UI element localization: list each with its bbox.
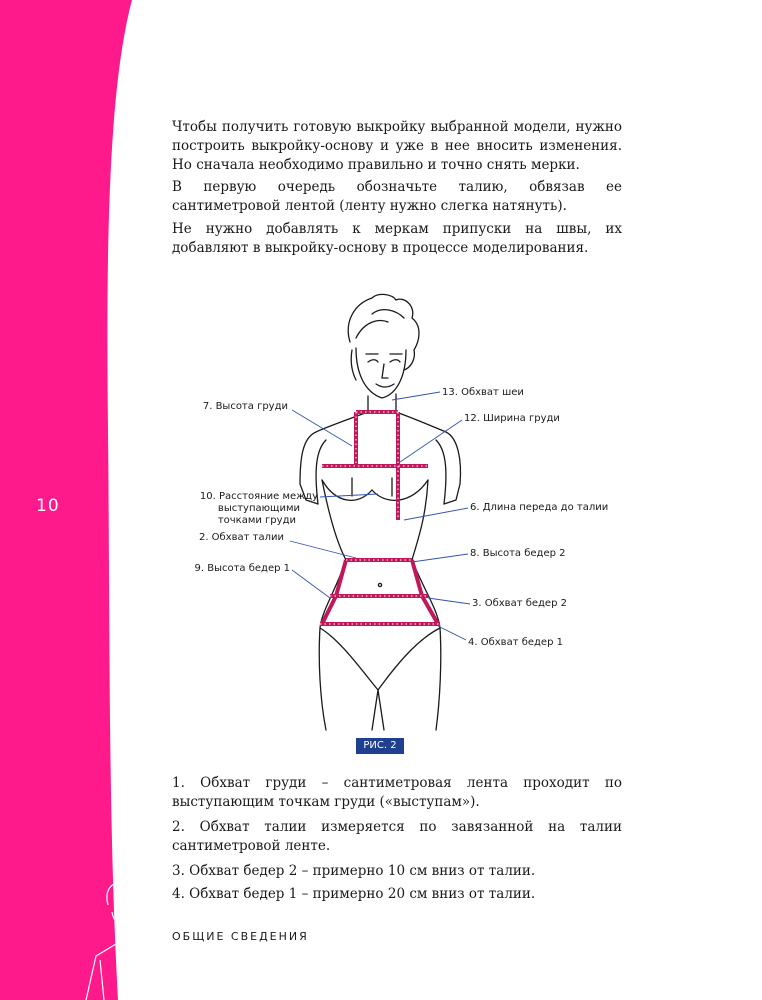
label-hip-height-2: 8. Высота бедер 2	[470, 548, 566, 559]
label-bust-width: 12. Ширина груди	[464, 413, 560, 424]
intro-paragraph-1: Чтобы получить готовую выкройку выбранной модели, нужно построить выкройку-основу и уже в нее вносить изменения. Но сначала необходимо правильно и точно снять мерки.	[172, 119, 622, 173]
label-bust-distance-1: 10. Расстояние между	[199, 491, 318, 502]
label-hip-girth-2: 3. Обхват бедер 2	[472, 598, 567, 609]
label-neck-girth: 13. Обхват шеи	[442, 387, 524, 398]
note-2: 2. Обхват талии измеряется по завязанной на талии сантиметровой ленте.	[172, 819, 622, 854]
note-1: 1. Обхват груди – сантиметровая лента проходит по выступающим точкам груди («выступам»).	[172, 775, 622, 810]
intro-paragraph-2: В первую очередь обозначьте талию, обвязав ее сантиметровой лентой (ленту нужно слегка натянуть).	[172, 179, 622, 214]
measurement-tapes	[320, 412, 440, 624]
label-bust-distance-2: выступающими	[217, 503, 300, 514]
label-front-length: 6. Длина переда до талии	[470, 502, 609, 513]
label-waist-girth: 2. Обхват талии	[198, 532, 284, 543]
label-hip-height-1: 9. Высота бедер 1	[194, 563, 290, 574]
section-title: ОБЩИЕ СВЕДЕНИЯ	[172, 930, 309, 943]
label-bust-height: 7. Высота груди	[202, 401, 288, 412]
page-number: 10	[36, 496, 60, 516]
intro-paragraph-3: Не нужно добавлять к меркам припуски на швы, их добавляют в выкройку-основу в процессе моделирования.	[172, 221, 622, 256]
figure-caption: РИС. 2	[356, 738, 404, 754]
note-4: 4. Обхват бедер 1 – примерно 20 см вниз от талии.	[172, 886, 536, 902]
pink-side-band	[0, 0, 132, 1000]
leader-lines	[290, 392, 470, 640]
label-hip-girth-1: 4. Обхват бедер 1	[468, 637, 563, 648]
body-figure-drawing	[300, 294, 460, 730]
note-3: 3. Обхват бедер 2 – примерно 10 см вниз от талии.	[172, 863, 536, 879]
label-bust-distance-3: точками груди	[217, 515, 296, 526]
